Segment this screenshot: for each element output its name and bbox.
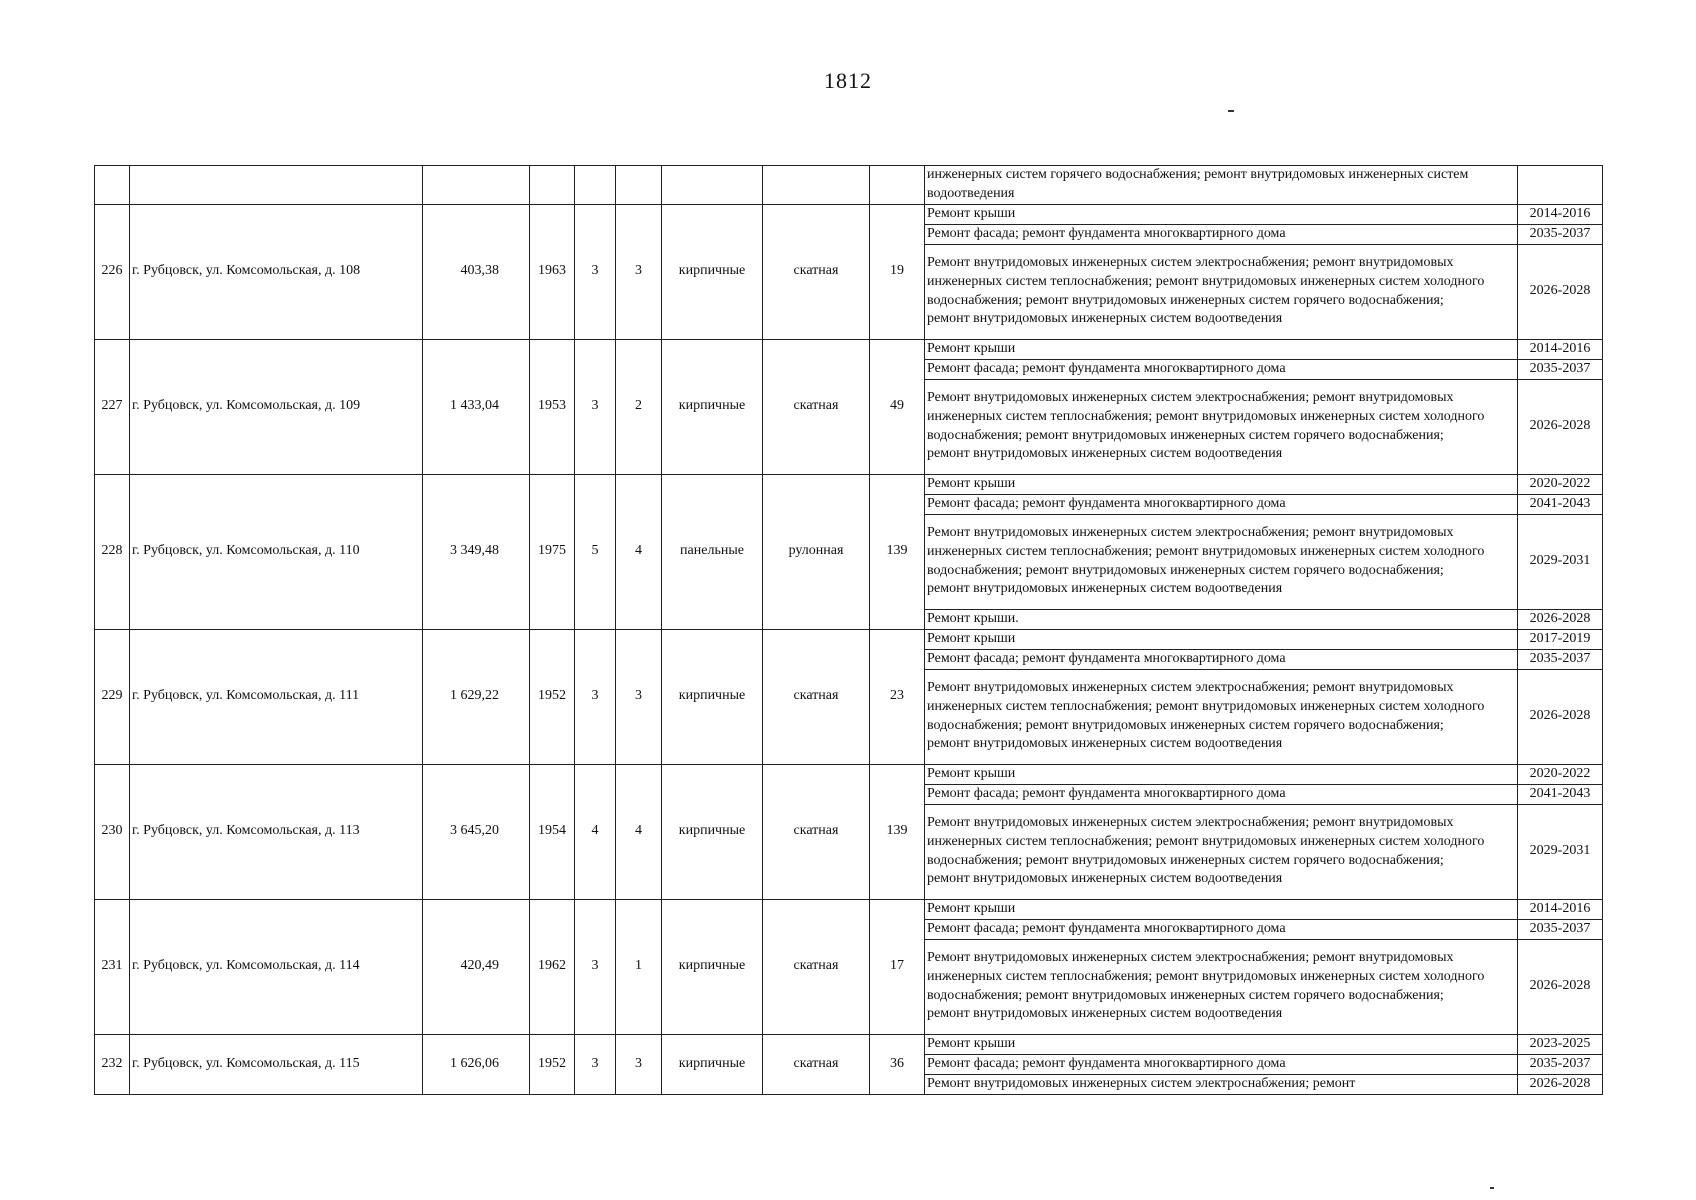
period-cell: 2029-2031 <box>1518 804 1603 899</box>
work-text: Ремонт внутридомовых инженерных систем электроснабжения; ремонт <box>927 1075 1356 1091</box>
work-cell <box>925 919 1518 939</box>
walls-cell: кирпичные <box>662 339 763 474</box>
residents-cell: 139 <box>870 764 925 899</box>
residents-cell: 36 <box>870 1034 925 1094</box>
period-cell: 2035-2037 <box>1518 359 1603 379</box>
work-text: Ремонт внутридомовых инженерных систем электроснабжения; ремонт внутридомовых инженерных систем теплоснабжения; ремонт внутридомовых инженерных систем холодного водоснабжения; ремонт внутридомовых инженерных систем горячего водоснабжения; ремонт внутридомовых инженерных систем водоотведения <box>927 680 1485 752</box>
entrances-cell: 4 <box>616 474 662 629</box>
work-text: Ремонт крыши <box>927 900 1016 916</box>
roof-cell <box>763 166 870 205</box>
work-cell <box>925 379 1518 474</box>
area-cell: 420,49 <box>423 899 530 1034</box>
roof-cell: рулонная <box>763 474 870 629</box>
work-cell <box>925 669 1518 764</box>
floors-cell: 4 <box>575 764 616 899</box>
period-cell: 2035-2037 <box>1518 649 1603 669</box>
work-cell <box>925 204 1518 224</box>
work-text: Ремонт крыши <box>927 765 1016 781</box>
period-cell: 2026-2028 <box>1518 669 1603 764</box>
roof-cell: скатная <box>763 899 870 1034</box>
period-cell <box>1518 166 1603 205</box>
work-cell <box>925 609 1518 629</box>
address-cell: г. Рубцовск, ул. Комсомольская, д. 115 <box>130 1034 423 1094</box>
work-text: Ремонт фасада; ремонт фундамента многоквартирного дома <box>927 785 1286 801</box>
work-cell <box>925 899 1518 919</box>
building-row <box>95 899 1603 919</box>
work-cell <box>925 784 1518 804</box>
period-cell: 2035-2037 <box>1518 224 1603 244</box>
walls-cell: кирпичные <box>662 899 763 1034</box>
residents-cell <box>870 166 925 205</box>
building-row <box>95 474 1603 494</box>
floors-cell: 3 <box>575 629 616 764</box>
area-cell: 1 626,06 <box>423 1034 530 1094</box>
num-cell <box>95 166 130 205</box>
work-cell <box>925 649 1518 669</box>
entrances-cell: 3 <box>616 1034 662 1094</box>
work-cell <box>925 166 1518 205</box>
period-cell: 2020-2022 <box>1518 474 1603 494</box>
area-cell: 3 349,48 <box>423 474 530 629</box>
work-text: Ремонт крыши <box>927 340 1016 356</box>
num-cell: 227 <box>95 339 130 474</box>
roof-cell: скатная <box>763 204 870 339</box>
work-cell <box>925 494 1518 514</box>
work-cell <box>925 514 1518 609</box>
num-cell: 229 <box>95 629 130 764</box>
floors-cell: 3 <box>575 1034 616 1094</box>
work-text: Ремонт внутридомовых инженерных систем электроснабжения; ремонт внутридомовых инженерных систем теплоснабжения; ремонт внутридомовых инженерных систем холодного водоснабжения; ремонт внутридомовых инженерных систем горячего водоснабжения; ремонт внутридомовых инженерных систем водоотведения <box>927 255 1485 327</box>
work-cell <box>925 1054 1518 1074</box>
scan-speck <box>1228 110 1234 112</box>
work-text: Ремонт фасада; ремонт фундамента многоквартирного дома <box>927 920 1286 936</box>
entrances-cell <box>616 166 662 205</box>
period-cell: 2029-2031 <box>1518 514 1603 609</box>
work-text: Ремонт внутридомовых инженерных систем электроснабжения; ремонт внутридомовых инженерных систем теплоснабжения; ремонт внутридомовых инженерных систем холодного водоснабжения; ремонт внутридомовых инженерных систем горячего водоснабжения; ремонт внутридомовых инженерных систем водоотведения <box>927 390 1485 462</box>
period-cell: 2026-2028 <box>1518 939 1603 1034</box>
period-cell: 2014-2016 <box>1518 899 1603 919</box>
period-cell: 2035-2037 <box>1518 1054 1603 1074</box>
entrances-cell: 2 <box>616 339 662 474</box>
residents-cell: 17 <box>870 899 925 1034</box>
work-cell <box>925 1034 1518 1054</box>
num-cell: 230 <box>95 764 130 899</box>
period-cell: 2041-2043 <box>1518 494 1603 514</box>
building-row <box>95 339 1603 359</box>
year-cell: 1954 <box>530 764 575 899</box>
address-cell: г. Рубцовск, ул. Комсомольская, д. 111 <box>130 629 423 764</box>
residents-cell: 19 <box>870 204 925 339</box>
work-cell <box>925 804 1518 899</box>
area-cell: 403,38 <box>423 204 530 339</box>
residents-cell: 49 <box>870 339 925 474</box>
residents-cell: 139 <box>870 474 925 629</box>
roof-cell: скатная <box>763 764 870 899</box>
floors-cell: 5 <box>575 474 616 629</box>
roof-cell: скатная <box>763 339 870 474</box>
work-text: Ремонт внутридомовых инженерных систем электроснабжения; ремонт внутридомовых инженерных систем теплоснабжения; ремонт внутридомовых инженерных систем холодного водоснабжения; ремонт внутридомовых инженерных систем горячего водоснабжения; ремонт внутридомовых инженерных систем водоотведения <box>927 815 1485 887</box>
period-cell: 2041-2043 <box>1518 784 1603 804</box>
year-cell: 1952 <box>530 1034 575 1094</box>
area-cell: 1 433,04 <box>423 339 530 474</box>
period-cell: 2026-2028 <box>1518 244 1603 339</box>
residents-cell: 23 <box>870 629 925 764</box>
period-cell: 2023-2025 <box>1518 1034 1603 1054</box>
walls-cell: кирпичные <box>662 764 763 899</box>
year-cell: 1953 <box>530 339 575 474</box>
work-cell <box>925 339 1518 359</box>
work-text: Ремонт крыши <box>927 205 1016 221</box>
building-row <box>95 629 1603 649</box>
period-cell: 2014-2016 <box>1518 339 1603 359</box>
page-number: 1812 <box>824 68 872 93</box>
work-cell <box>925 764 1518 784</box>
roof-cell: скатная <box>763 629 870 764</box>
year-cell: 1963 <box>530 204 575 339</box>
year-cell: 1962 <box>530 899 575 1034</box>
work-cell <box>925 224 1518 244</box>
address-cell: г. Рубцовск, ул. Комсомольская, д. 108 <box>130 204 423 339</box>
period-cell: 2014-2016 <box>1518 204 1603 224</box>
address-cell: г. Рубцовск, ул. Комсомольская, д. 113 <box>130 764 423 899</box>
area-cell: 3 645,20 <box>423 764 530 899</box>
work-cell <box>925 939 1518 1034</box>
work-cell <box>925 629 1518 649</box>
roof-cell: скатная <box>763 1034 870 1094</box>
work-text: Ремонт фасада; ремонт фундамента многоквартирного дома <box>927 650 1286 666</box>
work-text: Ремонт крыши <box>927 1035 1016 1051</box>
continuation-row <box>95 166 1603 205</box>
year-cell <box>530 166 575 205</box>
walls-cell: кирпичные <box>662 1034 763 1094</box>
work-text: Ремонт крыши. <box>927 610 1019 626</box>
walls-cell: кирпичные <box>662 204 763 339</box>
building-row <box>95 764 1603 784</box>
building-row <box>95 204 1603 224</box>
entrances-cell: 4 <box>616 764 662 899</box>
period-cell: 2017-2019 <box>1518 629 1603 649</box>
table-body <box>95 166 1603 1095</box>
address-cell <box>130 166 423 205</box>
work-text: Ремонт фасада; ремонт фундамента многоквартирного дома <box>927 1055 1286 1071</box>
work-text: Ремонт крыши <box>927 630 1016 646</box>
entrances-cell: 3 <box>616 629 662 764</box>
entrances-cell: 3 <box>616 204 662 339</box>
walls-cell: панельные <box>662 474 763 629</box>
work-text: Ремонт внутридомовых инженерных систем электроснабжения; ремонт внутридомовых инженерных систем теплоснабжения; ремонт внутридомовых инженерных систем холодного водоснабжения; ремонт внутридомовых инженерных систем горячего водоснабжения; ремонт внутридомовых инженерных систем водоотведения <box>927 950 1485 1022</box>
year-cell: 1952 <box>530 629 575 764</box>
work-text: инженерных систем горячего водоснабжения; ремонт внутридомовых инженерных систем водоотведения <box>927 167 1469 201</box>
period-cell: 2026-2028 <box>1518 379 1603 474</box>
work-cell <box>925 244 1518 339</box>
work-text: Ремонт фасада; ремонт фундамента многоквартирного дома <box>927 225 1286 241</box>
entrances-cell: 1 <box>616 899 662 1034</box>
work-cell <box>925 1074 1518 1094</box>
floors-cell: 3 <box>575 204 616 339</box>
walls-cell <box>662 166 763 205</box>
work-text: Ремонт внутридомовых инженерных систем электроснабжения; ремонт внутридомовых инженерных систем теплоснабжения; ремонт внутридомовых инженерных систем холодного водоснабжения; ремонт внутридомовых инженерных систем горячего водоснабжения; ремонт внутридомовых инженерных систем водоотведения <box>927 525 1485 597</box>
scan-speck <box>1490 1187 1494 1189</box>
period-cell: 2026-2028 <box>1518 609 1603 629</box>
floors-cell <box>575 166 616 205</box>
work-cell <box>925 474 1518 494</box>
repair-schedule-table <box>94 165 1603 1095</box>
floors-cell: 3 <box>575 339 616 474</box>
area-cell: 1 629,22 <box>423 629 530 764</box>
period-cell: 2020-2022 <box>1518 764 1603 784</box>
walls-cell: кирпичные <box>662 629 763 764</box>
num-cell: 232 <box>95 1034 130 1094</box>
address-cell: г. Рубцовск, ул. Комсомольская, д. 109 <box>130 339 423 474</box>
address-cell: г. Рубцовск, ул. Комсомольская, д. 114 <box>130 899 423 1034</box>
work-text: Ремонт фасада; ремонт фундамента многоквартирного дома <box>927 360 1286 376</box>
work-cell <box>925 359 1518 379</box>
work-text: Ремонт фасада; ремонт фундамента многоквартирного дома <box>927 495 1286 511</box>
num-cell: 231 <box>95 899 130 1034</box>
period-cell: 2026-2028 <box>1518 1074 1603 1094</box>
period-cell: 2035-2037 <box>1518 919 1603 939</box>
num-cell: 228 <box>95 474 130 629</box>
floors-cell: 3 <box>575 899 616 1034</box>
building-row <box>95 1034 1603 1054</box>
num-cell: 226 <box>95 204 130 339</box>
address-cell: г. Рубцовск, ул. Комсомольская, д. 110 <box>130 474 423 629</box>
area-cell <box>423 166 530 205</box>
work-text: Ремонт крыши <box>927 475 1016 491</box>
year-cell: 1975 <box>530 474 575 629</box>
